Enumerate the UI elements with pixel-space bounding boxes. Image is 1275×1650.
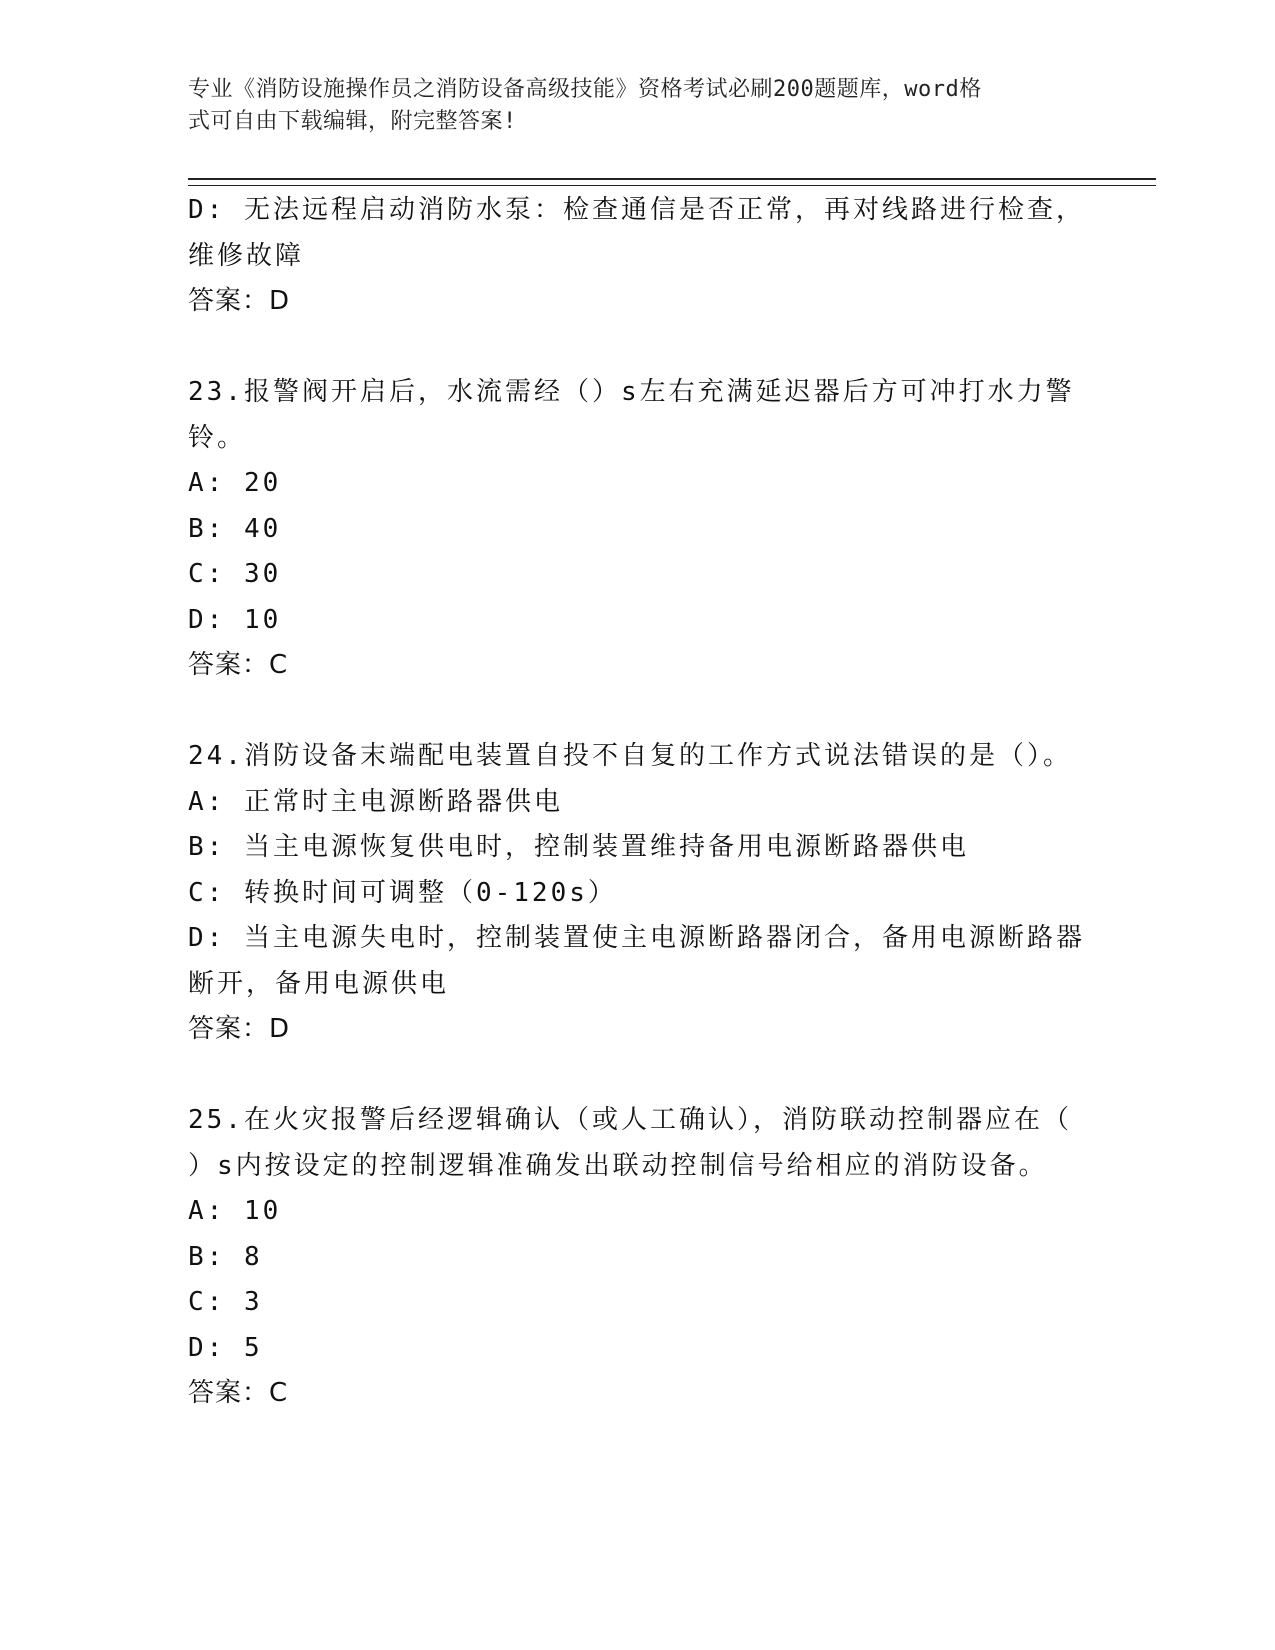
question-block-24: [188, 734, 1085, 1053]
option-d: D: 10: [188, 604, 282, 635]
answer-line: 答案：D: [188, 286, 291, 316]
header-line-1: 专业《消防设施操作员之消防设备高级技能》资格考试必刷200题题库，word格: [188, 77, 982, 102]
answer-line: 答案：D: [188, 1014, 291, 1044]
question-block-23: [188, 370, 1075, 689]
option-b: B: 8: [188, 1241, 263, 1272]
option-d: D: 当主电源失电时，控制装置使主电源断路器闭合，备用电源断路器: [188, 923, 1085, 953]
option-d: D: 5: [188, 1332, 263, 1363]
option-d-continued: 维修故障: [188, 240, 305, 271]
question-list: [188, 188, 1085, 1417]
header-line-2: 式可自由下载编辑，附完整答案!: [188, 109, 517, 134]
question-stem: 23.报警阀开启后，水流需经（）s左右充满延迟器后方可冲打水力警: [188, 377, 1075, 407]
spacer: [188, 689, 1068, 735]
question-stem: 24.消防设备末端配电装置自投不自复的工作方式说法错误的是（）。: [188, 741, 1072, 771]
question-stem-continued: 铃。: [188, 422, 247, 453]
option-a: A: 10: [188, 1196, 282, 1226]
option-b: B: 40: [188, 513, 282, 544]
answer-line: 答案：C: [188, 650, 289, 680]
question-stem: 25.在火灾报警后经逻辑确认（或人工确认），消防联动控制器应在（: [188, 1105, 1072, 1135]
option-c: C: 转换时间可调整（0-120s）: [188, 877, 617, 908]
option-d: D: 无法远程启动消防水泵：检查通信是否正常，再对线路进行检查，: [188, 195, 1085, 225]
option-b: B: 当主电源恢复供电时，控制装置维持备用电源断路器供电: [188, 832, 969, 862]
question-block-22: [188, 188, 1085, 325]
option-c: C: 3: [188, 1287, 263, 1317]
option-a: A: 20: [188, 468, 282, 498]
header-divider: [188, 178, 1156, 186]
document-header: [188, 74, 1058, 138]
question-stem-continued: ）s内按设定的控制逻辑准确发出联动控制信号给相应的消防设备。: [188, 1150, 1048, 1181]
spacer: [188, 325, 1068, 371]
option-d-continued: 断开，备用电源供电: [188, 968, 450, 999]
question-block-25: [188, 1098, 1072, 1417]
spacer: [188, 1053, 1068, 1099]
option-a: A: 正常时主电源断路器供电: [188, 786, 563, 817]
option-c: C: 30: [188, 559, 282, 589]
answer-line: 答案：C: [188, 1378, 289, 1408]
